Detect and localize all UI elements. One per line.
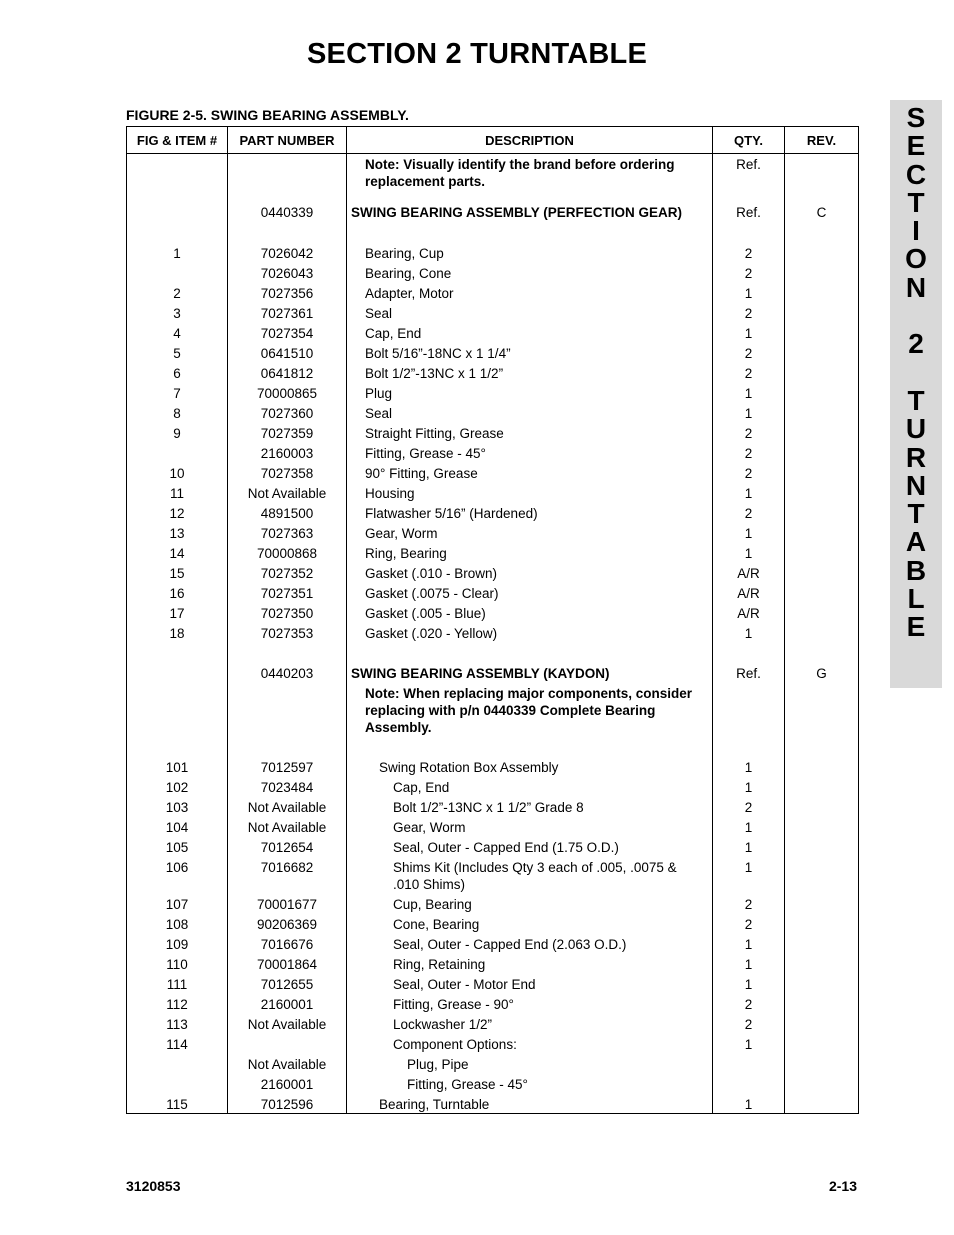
fig-item-cell [127, 262, 228, 282]
fig-item-cell: 13 [127, 522, 228, 542]
side-tab-letter: 2 [908, 328, 924, 360]
part-number-cell: Not Available [228, 796, 347, 816]
fig-item-cell: 4 [127, 322, 228, 342]
rev-cell [785, 1053, 859, 1073]
side-tab-letter: T [907, 498, 925, 530]
part-number-cell: 7027350 [228, 602, 347, 622]
rev-cell: C [785, 190, 859, 221]
part-number-cell: 2160001 [228, 993, 347, 1013]
part-number-cell [228, 154, 347, 191]
rev-cell [785, 282, 859, 302]
side-tab-letter: N [905, 271, 927, 303]
rev-cell [785, 302, 859, 322]
part-number-cell: Not Available [228, 816, 347, 836]
description-cell: Seal, Outer - Capped End (1.75 O.D.) [347, 836, 713, 856]
table-row [127, 816, 859, 836]
qty-cell: 2 [713, 893, 785, 913]
fig-item-cell: 15 [127, 562, 228, 582]
qty-cell: 1 [713, 933, 785, 953]
table-row [127, 776, 859, 796]
table-row [127, 322, 859, 342]
description-cell: Swing Rotation Box Assembly [347, 736, 713, 776]
side-tab-letter: I [912, 215, 920, 247]
description-cell: Fitting, Grease - 45° [347, 442, 713, 462]
side-tab-letter: N [905, 469, 927, 501]
rev-cell [785, 322, 859, 342]
qty-cell [713, 1073, 785, 1093]
qty-cell: 1 [713, 736, 785, 776]
header-part-number: PART NUMBER [228, 127, 347, 154]
fig-item-cell: 114 [127, 1033, 228, 1053]
fig-item-cell: 103 [127, 796, 228, 816]
table-row [127, 1053, 859, 1073]
description-cell: Seal [347, 302, 713, 322]
rev-cell [785, 993, 859, 1013]
fig-item-cell: 17 [127, 602, 228, 622]
qty-cell: 1 [713, 322, 785, 342]
description-cell: SWING BEARING ASSEMBLY (KAYDON) [347, 642, 713, 682]
description-cell: Shims Kit (Includes Qty 3 each of .005, .0075 & .010 Shims) [347, 856, 713, 893]
qty-cell: 2 [713, 442, 785, 462]
fig-item-cell [127, 1053, 228, 1073]
qty-cell: 1 [713, 622, 785, 642]
header-description: DESCRIPTION [347, 127, 713, 154]
side-tab-letter: R [905, 441, 927, 473]
table-row [127, 913, 859, 933]
description-cell: Fitting, Grease - 90° [347, 993, 713, 1013]
description-cell: Cone, Bearing [347, 913, 713, 933]
table-row [127, 502, 859, 522]
part-number-cell: 7027353 [228, 622, 347, 642]
qty-cell: 2 [713, 913, 785, 933]
side-tab-letter: B [905, 554, 927, 586]
qty-cell [713, 682, 785, 736]
part-number-cell: Not Available [228, 1013, 347, 1033]
table-row [127, 953, 859, 973]
description-cell: Gear, Worm [347, 816, 713, 836]
rev-cell [785, 602, 859, 622]
fig-item-cell: 5 [127, 342, 228, 362]
part-number-cell: 70000865 [228, 382, 347, 402]
fig-item-cell [127, 154, 228, 191]
side-tab-letter: E [906, 611, 926, 643]
part-number-cell: 90206369 [228, 913, 347, 933]
qty-cell: 2 [713, 221, 785, 262]
qty-cell: 1 [713, 973, 785, 993]
fig-item-cell: 108 [127, 913, 228, 933]
fig-item-cell [127, 682, 228, 736]
rev-cell [785, 362, 859, 382]
qty-cell: A/R [713, 602, 785, 622]
qty-cell [713, 1053, 785, 1073]
table-row [127, 382, 859, 402]
fig-item-cell: 6 [127, 362, 228, 382]
rev-cell [785, 1093, 859, 1114]
description-cell: Housing [347, 482, 713, 502]
parts-table [126, 126, 859, 1114]
description-cell: Seal [347, 402, 713, 422]
part-number-cell [228, 1033, 347, 1053]
rev-cell [785, 422, 859, 442]
fig-item-cell: 102 [127, 776, 228, 796]
description-cell: Fitting, Grease - 45° [347, 1073, 713, 1093]
description-cell: Lockwasher 1/2” [347, 1013, 713, 1033]
part-number-cell: 7027363 [228, 522, 347, 542]
side-tab-letter: A [905, 526, 927, 558]
figure-title: FIGURE 2-5. SWING BEARING ASSEMBLY. [126, 107, 409, 123]
part-number-cell: 4891500 [228, 502, 347, 522]
rev-cell [785, 542, 859, 562]
table-row [127, 893, 859, 913]
qty-cell: 1 [713, 1093, 785, 1114]
fig-item-cell: 107 [127, 893, 228, 913]
qty-cell: 1 [713, 542, 785, 562]
fig-item-cell: 104 [127, 816, 228, 836]
table-row [127, 642, 859, 682]
rev-cell [785, 382, 859, 402]
part-number-cell: 7027354 [228, 322, 347, 342]
description-cell: Gasket (.010 - Brown) [347, 562, 713, 582]
description-cell: Gasket (.0075 - Clear) [347, 582, 713, 602]
qty-cell: 1 [713, 402, 785, 422]
rev-cell [785, 402, 859, 422]
side-tab-letter: U [905, 413, 927, 445]
qty-cell: 1 [713, 382, 785, 402]
qty-cell: Ref. [713, 190, 785, 221]
qty-cell: A/R [713, 582, 785, 602]
fig-item-cell: 113 [127, 1013, 228, 1033]
fig-item-cell [127, 642, 228, 682]
part-number-cell: 7026043 [228, 262, 347, 282]
fig-item-cell: 106 [127, 856, 228, 893]
description-cell: Gasket (.020 - Yellow) [347, 622, 713, 642]
part-number-cell: 7027359 [228, 422, 347, 442]
rev-cell [785, 482, 859, 502]
section-side-tab [890, 100, 942, 688]
rev-cell [785, 736, 859, 776]
part-number-cell: Not Available [228, 1053, 347, 1073]
part-number-cell: Not Available [228, 482, 347, 502]
fig-item-cell [127, 1073, 228, 1093]
fig-item-cell: 10 [127, 462, 228, 482]
qty-cell: 2 [713, 502, 785, 522]
description-cell: SWING BEARING ASSEMBLY (PERFECTION GEAR) [347, 190, 713, 221]
side-tab-letter: S [906, 102, 926, 133]
part-number-cell: 7016682 [228, 856, 347, 893]
part-number-cell: 7027351 [228, 582, 347, 602]
rev-cell [785, 1073, 859, 1093]
fig-item-cell: 11 [127, 482, 228, 502]
side-tab-letter: O [905, 243, 927, 275]
fig-item-cell: 109 [127, 933, 228, 953]
table-row [127, 522, 859, 542]
description-cell: Seal, Outer - Capped End (2.063 O.D.) [347, 933, 713, 953]
table-row [127, 462, 859, 482]
part-number-cell: 2160003 [228, 442, 347, 462]
table-row [127, 1073, 859, 1093]
fig-item-cell: 14 [127, 542, 228, 562]
document-number: 3120853 [126, 1178, 181, 1194]
table-row [127, 262, 859, 282]
rev-cell [785, 1033, 859, 1053]
description-cell: 90° Fitting, Grease [347, 462, 713, 482]
part-number-cell: 7012654 [228, 836, 347, 856]
table-row [127, 1033, 859, 1053]
description-cell: Bearing, Cup [347, 221, 713, 262]
fig-item-cell: 111 [127, 973, 228, 993]
description-cell: Flatwasher 5/16” (Hardened) [347, 502, 713, 522]
side-tab-letter: E [906, 130, 926, 162]
rev-cell [785, 154, 859, 191]
description-cell: Note: When replacing major components, consider replacing with p/n 0440339 Complete Bearing Assembly. [347, 682, 713, 736]
description-cell: Bearing, Cone [347, 262, 713, 282]
part-number-cell: 7023484 [228, 776, 347, 796]
description-cell: Adapter, Motor [347, 282, 713, 302]
table-row [127, 582, 859, 602]
rev-cell [785, 1013, 859, 1033]
rev-cell [785, 562, 859, 582]
fig-item-cell: 16 [127, 582, 228, 602]
rev-cell [785, 502, 859, 522]
rev-cell [785, 442, 859, 462]
description-cell: Cap, End [347, 776, 713, 796]
qty-cell: 1 [713, 282, 785, 302]
table-row [127, 362, 859, 382]
rev-cell [785, 522, 859, 542]
table-row [127, 282, 859, 302]
table-row [127, 190, 859, 221]
qty-cell: 2 [713, 796, 785, 816]
part-number-cell [228, 682, 347, 736]
fig-item-cell: 112 [127, 993, 228, 1013]
rev-cell [785, 622, 859, 642]
description-cell: Bolt 1/2”-13NC x 1 1/2” [347, 362, 713, 382]
rev-cell [785, 953, 859, 973]
qty-cell: 2 [713, 422, 785, 442]
table-row [127, 796, 859, 816]
qty-cell: 1 [713, 1033, 785, 1053]
fig-item-cell: 2 [127, 282, 228, 302]
description-cell: Plug, Pipe [347, 1053, 713, 1073]
part-number-cell: 7026042 [228, 221, 347, 262]
rev-cell [785, 776, 859, 796]
fig-item-cell: 3 [127, 302, 228, 322]
fig-item-cell [127, 442, 228, 462]
qty-cell: A/R [713, 562, 785, 582]
table-row [127, 856, 859, 893]
rev-cell: G [785, 642, 859, 682]
rev-cell [785, 342, 859, 362]
qty-cell: 2 [713, 302, 785, 322]
description-cell: Ring, Bearing [347, 542, 713, 562]
rev-cell [785, 933, 859, 953]
table-row [127, 1013, 859, 1033]
table-row [127, 422, 859, 442]
side-tab-letter: T [907, 186, 925, 218]
table-row [127, 973, 859, 993]
part-number-cell: 7027360 [228, 402, 347, 422]
side-tab-letter: T [907, 384, 925, 416]
description-cell: Gasket (.005 - Blue) [347, 602, 713, 622]
description-cell: Cap, End [347, 322, 713, 342]
fig-item-cell: 18 [127, 622, 228, 642]
page-title: SECTION 2 TURNTABLE [307, 38, 647, 70]
table-row [127, 154, 859, 191]
table-row [127, 602, 859, 622]
part-number-cell: 0440203 [228, 642, 347, 682]
part-number-cell: 70000868 [228, 542, 347, 562]
part-number-cell: 70001864 [228, 953, 347, 973]
table-row [127, 836, 859, 856]
fig-item-cell: 12 [127, 502, 228, 522]
rev-cell [785, 973, 859, 993]
fig-item-cell [127, 190, 228, 221]
part-number-cell: 0641812 [228, 362, 347, 382]
table-row [127, 482, 859, 502]
description-cell: Cup, Bearing [347, 893, 713, 913]
rev-cell [785, 796, 859, 816]
rev-cell [785, 816, 859, 836]
rev-cell [785, 856, 859, 893]
table-row [127, 1093, 859, 1114]
rev-cell [785, 913, 859, 933]
description-cell: Ring, Retaining [347, 953, 713, 973]
qty-cell: 2 [713, 1013, 785, 1033]
fig-item-cell: 8 [127, 402, 228, 422]
part-number-cell: 70001677 [228, 893, 347, 913]
qty-cell: 2 [713, 262, 785, 282]
side-tab-letter: L [907, 583, 925, 615]
part-number-cell: 7027361 [228, 302, 347, 322]
table-row [127, 736, 859, 776]
table-row [127, 342, 859, 362]
fig-item-cell: 9 [127, 422, 228, 442]
qty-cell: 1 [713, 816, 785, 836]
table-row [127, 302, 859, 322]
description-cell: Seal, Outer - Motor End [347, 973, 713, 993]
rev-cell [785, 582, 859, 602]
part-number-cell: 7012655 [228, 973, 347, 993]
description-cell: Gear, Worm [347, 522, 713, 542]
rev-cell [785, 836, 859, 856]
table-row [127, 933, 859, 953]
description-cell: Plug [347, 382, 713, 402]
page-number: 2-13 [828, 1178, 857, 1194]
fig-item-cell: 110 [127, 953, 228, 973]
rev-cell [785, 682, 859, 736]
header-rev: REV. [785, 127, 859, 154]
part-number-cell: 7012597 [228, 736, 347, 776]
part-number-cell: 0440339 [228, 190, 347, 221]
fig-item-cell: 101 [127, 736, 228, 776]
part-number-cell: 2160001 [228, 1073, 347, 1093]
table-row [127, 622, 859, 642]
qty-cell: 1 [713, 856, 785, 893]
description-cell: Bolt 5/16”-18NC x 1 1/4” [347, 342, 713, 362]
description-cell: Note: Visually identify the brand before ordering replacement parts. [347, 154, 713, 191]
rev-cell [785, 893, 859, 913]
description-cell: Bolt 1/2”-13NC x 1 1/2” Grade 8 [347, 796, 713, 816]
part-number-cell: 7012596 [228, 1093, 347, 1114]
rev-cell [785, 462, 859, 482]
qty-cell: 1 [713, 776, 785, 796]
part-number-cell: 0641510 [228, 342, 347, 362]
qty-cell: 2 [713, 342, 785, 362]
part-number-cell: 7027356 [228, 282, 347, 302]
table-header-row [127, 127, 859, 154]
table-row [127, 682, 859, 736]
table-row [127, 993, 859, 1013]
part-number-cell: 7027352 [228, 562, 347, 582]
qty-cell: Ref. [713, 642, 785, 682]
rev-cell [785, 262, 859, 282]
table-row [127, 562, 859, 582]
header-fig-item: FIG & ITEM # [127, 127, 228, 154]
qty-cell: 2 [713, 362, 785, 382]
part-number-cell: 7016676 [228, 933, 347, 953]
description-cell: Bearing, Turntable [347, 1093, 713, 1114]
fig-item-cell: 105 [127, 836, 228, 856]
fig-item-cell: 1 [127, 221, 228, 262]
fig-item-cell: 7 [127, 382, 228, 402]
header-qty: QTY. [713, 127, 785, 154]
table-row [127, 402, 859, 422]
rev-cell [785, 221, 859, 262]
qty-cell: 1 [713, 522, 785, 542]
description-cell: Straight Fitting, Grease [347, 422, 713, 442]
qty-cell: 2 [713, 462, 785, 482]
qty-cell: Ref. [713, 154, 785, 191]
table-row [127, 221, 859, 262]
part-number-cell: 7027358 [228, 462, 347, 482]
side-tab-letter: C [905, 158, 927, 190]
qty-cell: 1 [713, 482, 785, 502]
qty-cell: 1 [713, 953, 785, 973]
fig-item-cell: 115 [127, 1093, 228, 1114]
table-row [127, 442, 859, 462]
table-row [127, 542, 859, 562]
qty-cell: 2 [713, 993, 785, 1013]
qty-cell: 1 [713, 836, 785, 856]
description-cell: Component Options: [347, 1033, 713, 1053]
